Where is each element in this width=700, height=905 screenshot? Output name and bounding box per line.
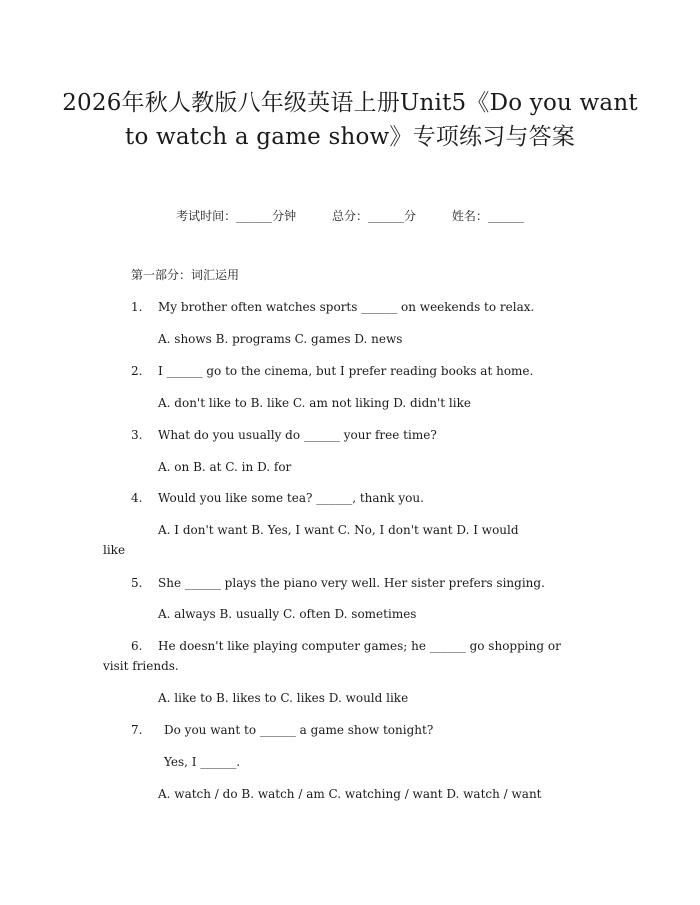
question-options: A. like to B. likes to C. likes D. would like	[158, 691, 409, 705]
question-text: What do you usually do ______ your free time?	[158, 428, 437, 442]
exam-score: 总分：______分	[331, 209, 416, 223]
question-text: I ______ go to the cinema, but I prefer reading books at home.	[158, 364, 534, 378]
question-number: 7.	[131, 723, 143, 737]
question-text: My brother often watches sports ______ on weekends to relax.	[158, 300, 535, 314]
question-number: 6.	[131, 639, 143, 653]
question-number: 1.	[131, 300, 143, 314]
question-text: Would you like some tea? ______, thank you.	[158, 491, 424, 505]
exam-name: 姓名：______	[451, 209, 524, 223]
question-number: 5.	[131, 576, 143, 590]
question-options: A. don't like to B. like C. am not liking D. didn't like	[158, 396, 471, 410]
question-options: A. watch / do B. watch / am C. watching / want D. watch / want	[158, 787, 542, 801]
question-options-continued: like	[103, 543, 126, 557]
question-text: He doesn't like playing computer games; he ______ go shopping or	[158, 639, 561, 653]
question-options: A. on B. at C. in D. for	[158, 460, 292, 474]
question-number: 4.	[131, 491, 143, 505]
question-response: Yes, I ______.	[164, 755, 241, 769]
question-text: Do you want to ______ a game show tonight?	[164, 723, 434, 737]
exam-time: 考试时间：______分钟	[176, 209, 297, 223]
question-text-continued: visit friends.	[103, 659, 179, 673]
page-title: 2026年秋人教版八年级英语上册Unit5《Do you want to watch a game show》专项练习与答案	[62, 90, 638, 150]
question-number: 2.	[131, 364, 143, 378]
question-text: She ______ plays the piano very well. Her sister prefers singing.	[158, 576, 545, 590]
question-options: A. always B. usually C. often D. sometimes	[158, 607, 417, 621]
question-options: A. shows B. programs C. games D. news	[158, 332, 403, 346]
section-title: 第一部分：词汇运用	[131, 268, 240, 282]
question-options: A. I don't want B. Yes, I want C. No, I don't want D. I would	[158, 523, 519, 537]
exam-meta	[0, 207, 700, 224]
question-number: 3.	[131, 428, 143, 442]
